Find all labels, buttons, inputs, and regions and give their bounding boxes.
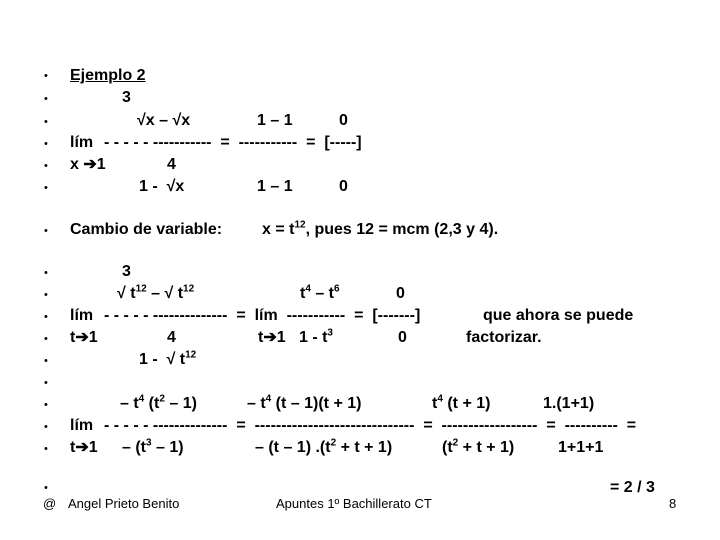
limit-var: t➔1 $1 - t^3$ <box>258 327 333 346</box>
bullet: • <box>44 225 48 237</box>
denominator-expr: – (t – 1) $.(t^2 + t + 1)$ <box>255 437 393 456</box>
arrow-icon: ➔ <box>75 439 89 456</box>
denominator-expr: 1 - √ $t^{12}$ <box>139 349 197 368</box>
bullet: • <box>44 116 48 128</box>
page-number: 8 <box>669 496 677 511</box>
numerator-zero: 0 <box>396 285 405 302</box>
numerator-expr: $t^4$ (t + 1) <box>432 393 491 412</box>
change-label: Cambio de variable: <box>70 221 223 238</box>
numerator-substituted: $t^4 - t^6$ <box>300 283 340 302</box>
bullet: • <box>44 93 48 105</box>
bullet: • <box>44 399 48 411</box>
change-equation: $x = t^{12}$, pues 12 = mcm (2,3 y 4). <box>262 219 499 238</box>
fraction-line: - - - - - -------------- = ------------------------------ = ------------------ = ---------- = <box>104 417 637 434</box>
bullet: • <box>44 289 48 301</box>
limit-var: x ➔1 <box>70 156 106 173</box>
comment-text: que ahora se puede <box>483 307 634 324</box>
bullet: • <box>44 160 48 172</box>
footer-author: Angel Prieto Benito <box>68 496 180 511</box>
root-index: 3 <box>122 89 131 106</box>
denominator-zero: 0 <box>339 178 348 195</box>
comment-text: factorizar. <box>466 329 542 346</box>
denominator-expr: 1 - √x <box>139 178 185 195</box>
result: = 2 / 3 <box>610 479 655 496</box>
arrow-icon: ➔ <box>263 329 277 346</box>
denominator-expr: 1+1+1 <box>558 439 604 456</box>
slide-title: Ejemplo 2 <box>70 67 146 84</box>
root-index: 3 <box>122 263 131 280</box>
numerator-zero: 0 <box>339 112 348 129</box>
at-symbol: @ <box>43 496 57 511</box>
root-index: 4 <box>167 329 176 346</box>
numerator-expr: 1.(1+1) <box>543 395 595 412</box>
bullet: • <box>44 377 48 389</box>
numerator-expr: √x – √x <box>137 112 191 129</box>
bullet: • <box>44 182 48 194</box>
arrow-icon: ➔ <box>83 156 97 173</box>
bullet: • <box>44 482 48 494</box>
lim-label: lím <box>70 417 94 434</box>
numerator-expr: √ $t^{12}$ – √ $t^{12}$ <box>117 283 195 302</box>
denominator-expr: $(t^2 + t + 1)$ <box>442 437 515 456</box>
bullet: • <box>44 267 48 279</box>
bullet: • <box>44 333 48 345</box>
bullet: • <box>44 421 48 433</box>
root-index: 4 <box>167 156 176 173</box>
numerator-value: 1 – 1 <box>257 112 293 129</box>
limit-var: t➔1 <box>70 439 98 456</box>
limit-var: t➔1 <box>70 329 98 346</box>
fraction-line: - - - - - -------------- = lím ----------- = [-------] <box>104 307 421 324</box>
bullet: • <box>44 311 48 323</box>
arrow-icon: ➔ <box>75 329 89 346</box>
footer-course: Apuntes 1º Bachillerato CT <box>276 496 432 511</box>
bullet: • <box>44 70 48 82</box>
lim-label: lím <box>70 307 94 324</box>
bullet: • <box>44 443 48 455</box>
denominator-value: 1 – 1 <box>257 178 293 195</box>
numerator-expr: – $t^4$ $(t^2 - 1)$ <box>120 393 197 412</box>
numerator-expr: – $t^4$ (t – 1)(t + 1) <box>247 393 362 412</box>
denominator-expr: – $(t^3 - 1)$ <box>122 437 184 456</box>
fraction-line: - - - - - ----------- = ----------- = [-----] <box>104 134 362 151</box>
bullet: • <box>44 138 48 150</box>
bullet: • <box>44 355 48 367</box>
denominator-zero: 0 <box>398 329 407 346</box>
lim-label: lím <box>70 134 94 151</box>
